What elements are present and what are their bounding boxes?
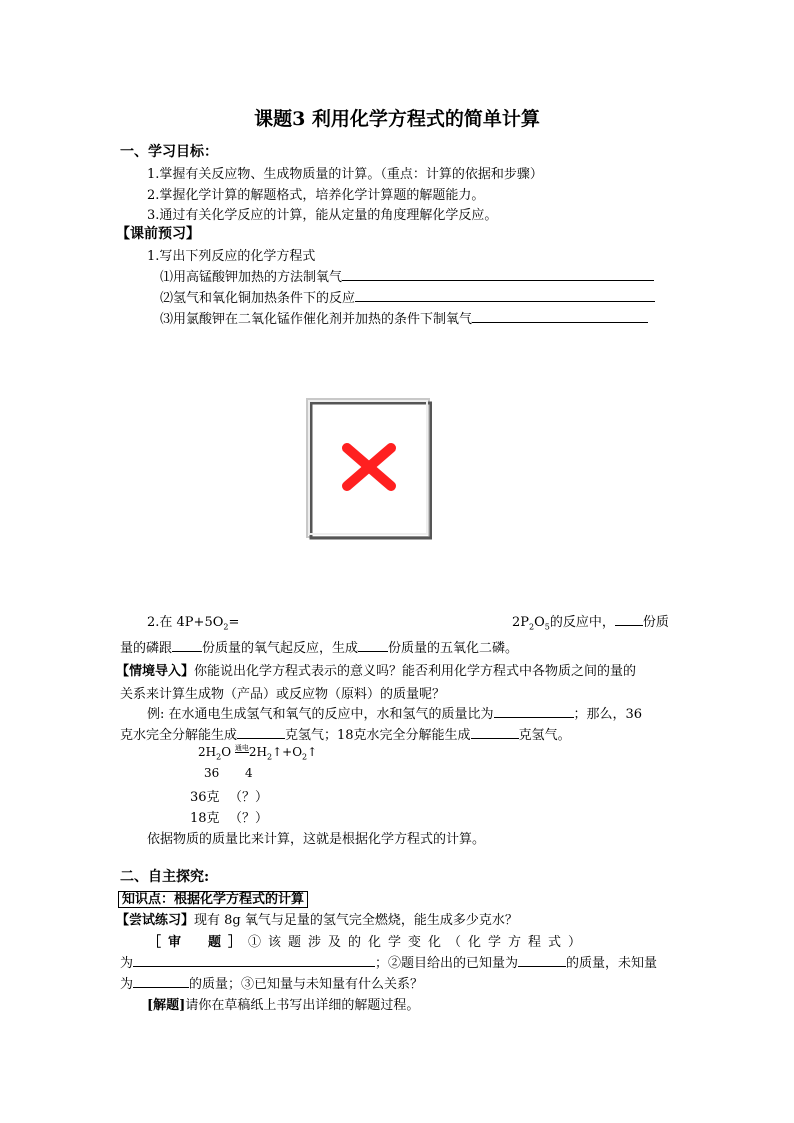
scenario-row-3b: （？） [229, 811, 269, 826]
page-title: 课题3 利用化学方程式的简单计算 [254, 108, 540, 130]
preview-item-1: ⑴用高锰酸钾加热的方法制氧气 [160, 266, 654, 285]
solve-line: [解题]请你在草稿纸上书写出详细的解题过程。 [147, 998, 420, 1013]
section1-heading: 一、学习目标： [120, 144, 218, 160]
scenario-equation: $2H_2O$ 通电$2H_2↑+O_2↑$ [198, 744, 318, 762]
preview-q2-left: 2.在 $4P+5O_2=$ [147, 615, 240, 632]
preview-item-3: ⑶用氯酸钾在二氧化锰作催化剂并加热的条件下制氧气 [160, 308, 648, 327]
preview-q2-line2: 量的磷跟 份质量的氧气起反应，生成 份质量的五氧化二磷。 [120, 637, 518, 656]
scenario-example-1: 例: 在水通电生成氢气和氧气的反应中，水和氢气的质量比为 ；那么，36 [147, 703, 642, 722]
scenario-row-2b: （？） [229, 790, 269, 805]
review-line-1: ［审 题］①该题涉及的化学变化（化学方程式） [148, 935, 589, 950]
goal-1: 1.掌握有关反应物、生成物质量的计算。（重点：计算的依据和步骤） [147, 167, 543, 182]
section2-heading: 二、自主探究: [120, 869, 210, 885]
knowledge-point: 知识点：根据化学方程式的计算 [118, 888, 308, 907]
scenario-text-1: 【情境导入】你能说出化学方程式表示的意义吗？能否利用化学方程式中各物质之间的量的 [116, 664, 637, 679]
goal-2: 2.掌握化学计算的解题格式，培养化学计算题的解题能力。 [147, 188, 485, 203]
scenario-conclusion: 依据物质的质量比来计算，这就是根据化学方程式的计算。 [147, 832, 486, 847]
preview-q1: 1.写出下列反应的化学方程式 [147, 249, 316, 264]
review-line-3: 为 的质量；③已知量与未知量有什么关系？ [120, 973, 423, 992]
scenario-row-2a: 36克 [190, 790, 220, 805]
scenario-text-2: 关系来计算生成物（产品）或反应物（原料）的质量呢？ [120, 687, 446, 702]
scenario-row-1b: 4 [245, 766, 253, 780]
scenario-example-2: 克水完全分解能生成 克氢气；18克水完全分解能生成 克氢气。 [120, 724, 571, 743]
goal-3: 3.通过有关化学反应的计算，能从定量的角度理解化学反应。 [147, 208, 498, 223]
scenario-row-3a: 18克 [190, 811, 220, 826]
preview-item-2: ⑵氢气和氧化铜加热条件下的反应 [160, 287, 655, 306]
preview-heading: 【课前预习】 [116, 226, 200, 242]
scenario-row-1a: 36 [204, 766, 220, 780]
preview-q2-right: $2P_2O_5$的反应中， 份质 [512, 611, 669, 632]
broken-image-icon [306, 398, 432, 540]
review-line-2: 为 ；②题目给出的已知量为 的质量，未知量 [120, 952, 657, 971]
try-practice: 【尝试练习】现有 8g 氧气与足量的氢气完全燃烧，能生成多少克水？ [116, 913, 518, 928]
